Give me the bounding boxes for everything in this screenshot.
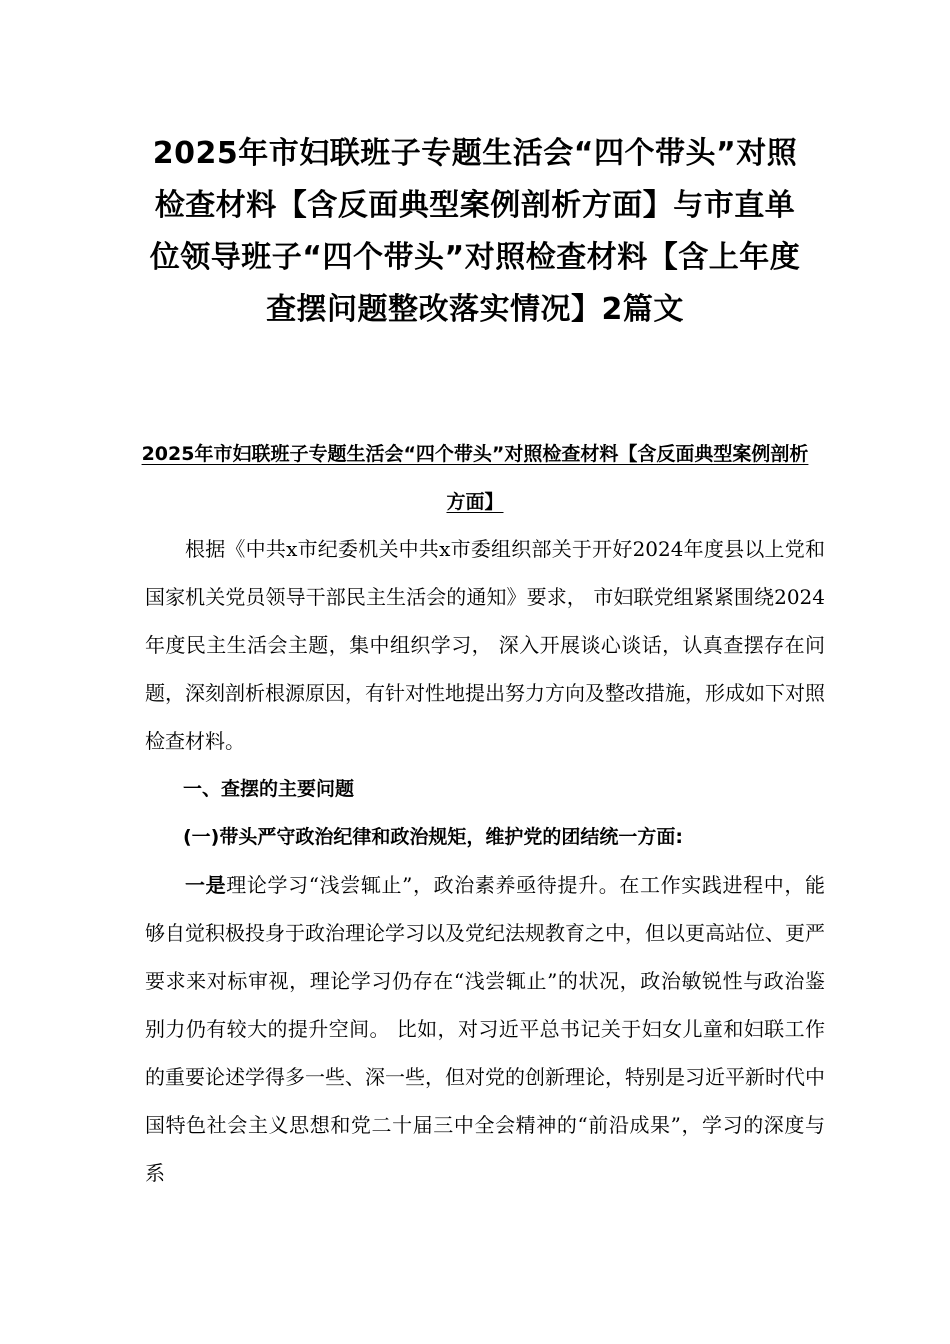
point-1-paragraph [145, 861, 825, 1197]
document-main-title: 2025年市妇联班子专题生活会“四个带头”对照检查材料【含反面典型案例剖析方面】与市直单位领导班子“四个带头”对照检查材料【含上年度查摆问题整改落实情况】2篇文 [149, 136, 801, 327]
document-body [145, 525, 825, 1197]
point-1-text: 理论学习“浅尝辄止”，政治素养亟待提升。在工作实践进程中，能够自觉积极投身于政治理论学习以及党纪法规教育之中，但以更高站位、更严要求来对标审视，理论学习仍存在“浅尝辄止”的状况，政治敏锐性与政治鉴别力仍有较大的提升空间。 比如，对习近平总书记关于妇女儿童和妇联工作的重要论述学得多一些、深一些，但对党的创新理论，特别是习近平新时代中国特色社会主义思想和党二十届三中全会精神的“前沿成果”，学习的深度与系 [145, 873, 826, 1185]
section-title: 2025年市妇联班子专题生活会“四个带头”对照检查材料【含反面典型案例剖析方面】 [141, 443, 809, 513]
heading-main-problems: 一、查摆的主要问题 [183, 778, 355, 800]
intro-paragraph: 根据《中共x市纪委机关中共x市委组织部关于开好2024年度县以上党和国家机关党员领导干部民主生活会的通知》要求， 市妇联党组紧紧围绕2024年度民主生活会主题，集中组织学习， 深入开展谈心谈话，认真查摆存在问题，深刻剖析根源原因，有针对性地提出努力方向及整改措施，形成如下对照检查材料。 [145, 537, 825, 753]
point-1-lead: 一是 [185, 873, 227, 897]
heading-political-discipline: (一)带头严守政治纪律和政治规矩，维护党的团结统一方面: [183, 826, 683, 848]
